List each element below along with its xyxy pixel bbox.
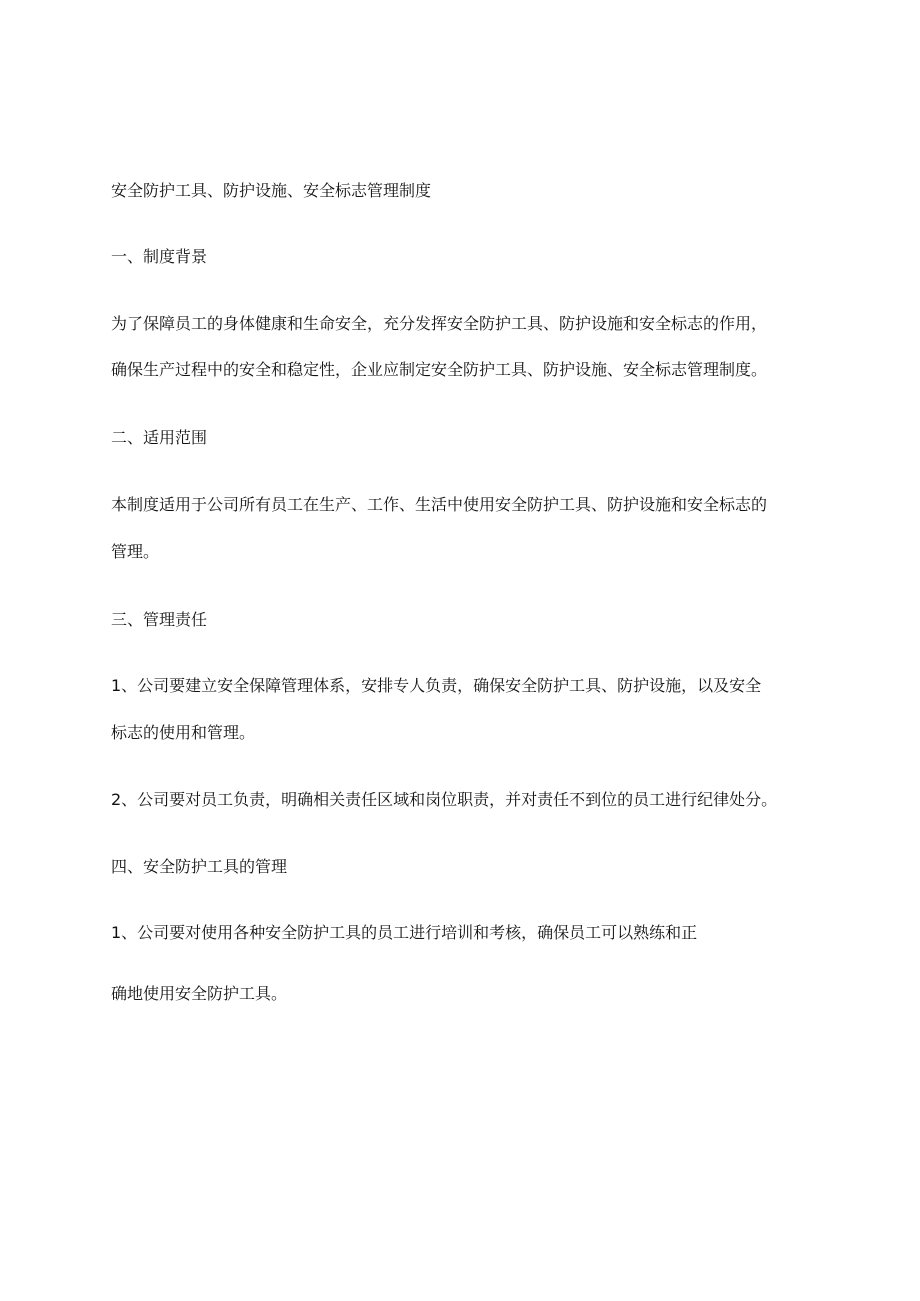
section-heading-scope: 二、适用范围 bbox=[111, 428, 208, 447]
paragraph-line: 本制度适用于公司所有员工在生产、工作、生活中使用安全防护工具、防护设施和安全标志的 bbox=[111, 495, 768, 514]
paragraph-line: 管理。 bbox=[111, 542, 160, 561]
paragraph-line: 确保生产过程中的安全和稳定性，企业应制定安全防护工具、防护设施、安全标志管理制度。 bbox=[111, 360, 768, 379]
paragraph-line: 1、公司要建立安全保障管理体系，安排专人负责，确保安全防护工具、防护设施，以及安全 bbox=[111, 676, 762, 695]
paragraph-line: 为了保障员工的身体健康和生命安全，充分发挥安全防护工具、防护设施和安全标志的作用， bbox=[111, 314, 768, 333]
section-heading-tools-management: 四、安全防护工具的管理 bbox=[111, 857, 288, 876]
section-heading-responsibility: 三、管理责任 bbox=[111, 610, 208, 629]
paragraph-line: 确地使用安全防护工具。 bbox=[111, 984, 288, 1003]
paragraph-line: 标志的使用和管理。 bbox=[111, 723, 256, 742]
section-heading-background: 一、制度背景 bbox=[111, 247, 208, 266]
paragraph-line: 1、公司要对使用各种安全防护工具的员工进行培训和考核，确保员工可以熟练和正 bbox=[111, 923, 698, 942]
document-title: 安全防护工具、防护设施、安全标志管理制度 bbox=[111, 181, 432, 200]
paragraph-line: 2、公司要对员工负责，明确相关责任区域和岗位职责，并对责任不到位的员工进行纪律处分。 bbox=[111, 790, 778, 809]
